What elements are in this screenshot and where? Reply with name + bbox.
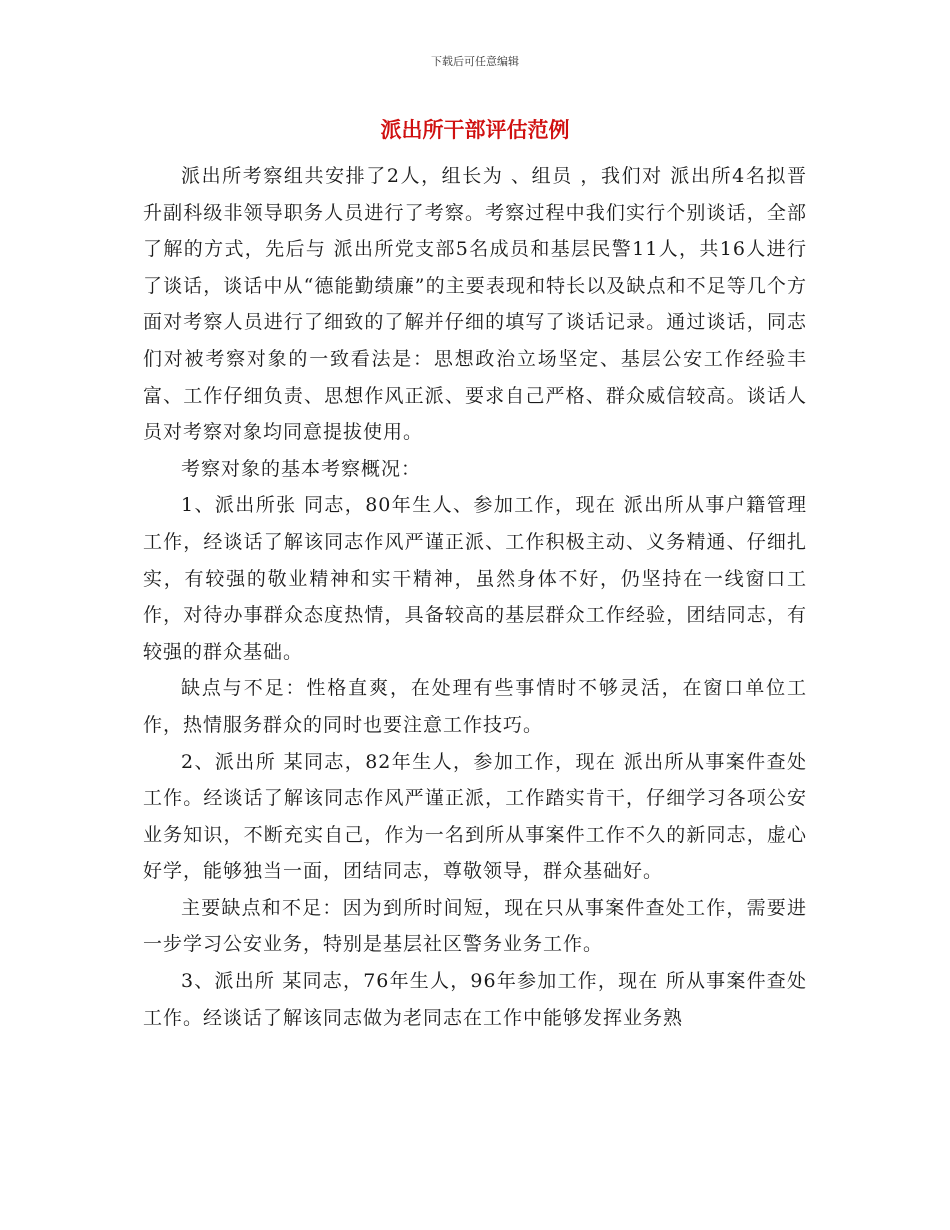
paragraph-intro: 派出所考察组共安排了2人，组长为 、组员 ，我们对 派出所4名拟晋升副科级非领导职务人员进行了考察。考察过程中我们实行个别谈话，全部了解的方式，先后与 派出所党支部5名成员和基层民警11人，共16人进行了谈话，谈话中从“德能勤绩廉”的主要表现和特长以及缺点和不足等几个方面对考察人员进行了细致的了解并仔细的填写了谈话记录。通过谈话，同志们对被考察对象的一致看法是：思想政治立场坚定、基层公安工作经验丰富、工作仔细负责、思想作风正派、要求自己严格、群众威信较高。谈话人员对考察对象均同意提拔使用。 bbox=[143, 165, 807, 444]
paragraph-candidate-1: 1、派出所张 同志，80年生人、参加工作，现在 派出所从事户籍管理工作，经谈话了解该同志作风严谨正派、工作积极主动、义务精通、仔细扎实，有较强的敬业精神和实干精神，虽然身体不好，仍坚持在一线窗口工作，对待办事群众态度热情，具备较高的基层群众工作经验，团结同志，有较强的群众基础。 bbox=[143, 494, 807, 663]
paragraph-candidate-2: 2、派出所 某同志，82年生人，参加工作，现在 派出所从事案件查处工作。经谈话了解该同志作风严谨正派，工作踏实肯干，仔细学习各项公安业务知识，不断充实自己，作为一名到所从事案件工作不久的新同志，虚心好学，能够独当一面，团结同志，尊敬领导，群众基础好。 bbox=[143, 750, 807, 883]
document-title: 派出所干部评估范例 bbox=[380, 118, 570, 142]
paragraph-candidate-3: 3、派出所 某同志，76年生人，96年参加工作，现在 所从事案件查处工作。经谈话了解该同志做为老同志在工作中能够发挥业务熟 bbox=[143, 970, 807, 1029]
document-body bbox=[143, 158, 807, 1036]
paragraph-candidate-1-shortcomings: 缺点与不足：性格直爽，在处理有些事情时不够灵活，在窗口单位工作，热情服务群众的同时也要注意工作技巧。 bbox=[143, 677, 807, 736]
header-note: 下载后可任意编辑 bbox=[431, 55, 519, 68]
paragraph-overview-heading: 考察对象的基本考察概况： bbox=[181, 457, 422, 480]
paragraph-candidate-2-shortcomings: 主要缺点和不足：因为到所时间短，现在只从事案件查处工作，需要进一步学习公安业务，特别是基层社区警务业务工作。 bbox=[143, 896, 807, 956]
